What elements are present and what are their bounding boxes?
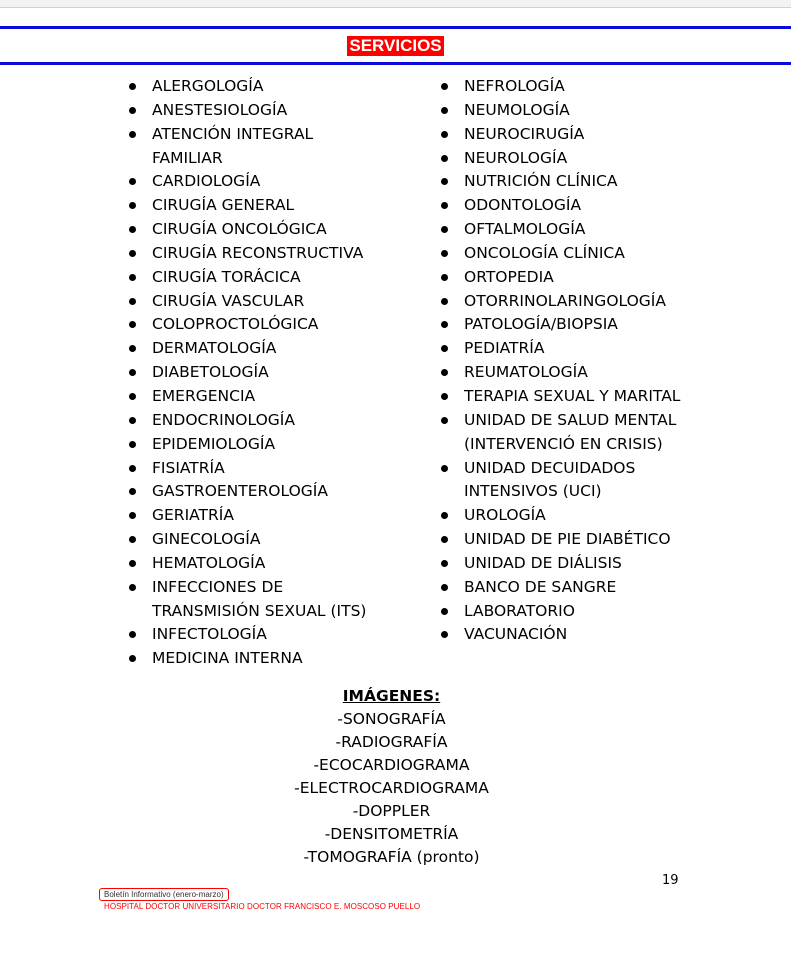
service-list-item: VACUNACIÓN [440,623,720,647]
service-list-item: OTORRINOLARINGOLOGÍA [440,290,720,314]
service-list-item: NEFROLOGÍA [440,75,720,99]
service-list-item: LABORATORIO [440,600,720,624]
service-list-item: REUMATOLOGÍA [440,361,720,385]
service-list-item: INFECTOLOGÍA [128,623,428,647]
imaging-item: -SONOGRAFÍA [337,710,446,728]
service-list-item: CIRUGÍA VASCULAR [128,290,428,314]
service-list-item: ALERGOLOGÍA [128,75,428,99]
service-list-item: ODONTOLOGÍA [440,194,720,218]
services-list-right [440,75,720,647]
imaging-item: -ECOCARDIOGRAMA [313,756,470,774]
service-list-item: PATOLOGÍA/BIOPSIA [440,313,720,337]
service-list-item: FISIATRÍA [128,457,428,481]
service-list-item: EMERGENCIA [128,385,428,409]
service-list-item: PEDIATRÍA [440,337,720,361]
service-list-item: DIABETOLOGÍA [128,361,428,385]
imaging-item: -DOPPLER [352,802,431,820]
service-list-item: GASTROENTEROLOGÍA [128,480,428,504]
service-list-item: CARDIOLOGÍA [128,170,428,194]
bottom-blue-rule [0,62,791,65]
section-title: SERVICIOS [349,36,442,55]
service-list-item: COLOPROCTOLÓGICA [128,313,428,337]
service-list-item: GERIATRÍA [128,504,428,528]
page-number: 19 [662,873,679,888]
service-list-item: ENDOCRINOLOGÍA [128,409,428,433]
imaging-item: -RADIOGRAFÍA [335,733,448,751]
service-list-item: MEDICINA INTERNA [128,647,428,671]
service-list-item: NEUMOLOGÍA [440,99,720,123]
service-list-item: EPIDEMIOLOGÍA [128,433,428,457]
service-list-item: CIRUGÍA ONCOLÓGICA [128,218,428,242]
top-blue-rule [0,26,791,29]
service-list-item: CIRUGÍA TORÁCICA [128,266,428,290]
imaging-item: -DENSITOMETRÍA [324,825,459,843]
service-list-item: ORTOPEDIA [440,266,720,290]
footer-hospital-name: HOSPITAL DOCTOR UNIVERSITARIO DOCTOR FRANCISCO E. MOSCOSO PUELLO [104,902,421,911]
service-list-item: NUTRICIÓN CLÍNICA [440,170,720,194]
imaging-section [0,685,783,869]
service-list-item: NEUROLOGÍA [440,147,720,171]
service-list-item: NEUROCIRUGÍA [440,123,720,147]
service-list-item: OFTALMOLOGÍA [440,218,720,242]
service-list-item: TERAPIA SEXUAL Y MARITAL [440,385,720,409]
service-list-item: UROLOGÍA [440,504,720,528]
service-list-item: UNIDAD DE SALUD MENTAL (INTERVENCIÓ EN CRISIS) [440,409,720,457]
footer-bulletin-label: Boletín Informativo (enero-marzo) [99,888,229,901]
service-list-item: ONCOLOGÍA CLÍNICA [440,242,720,266]
service-list-item: CIRUGÍA RECONSTRUCTIVA [128,242,428,266]
imaging-item: -ELECTROCARDIOGRAMA [294,779,489,797]
section-title-bar [0,36,791,56]
service-list-item: INFECCIONES DE TRANSMISIÓN SEXUAL (ITS) [128,576,428,624]
imaging-heading: IMÁGENES: [342,687,441,705]
service-list-item: UNIDAD DECUIDADOS INTENSIVOS (UCI) [440,457,720,505]
service-list-item: ANESTESIOLOGÍA [128,99,428,123]
service-list-item: UNIDAD DE DIÁLISIS [440,552,720,576]
service-list-item: GINECOLOGÍA [128,528,428,552]
service-list-item: CIRUGÍA GENERAL [128,194,428,218]
service-list-item: UNIDAD DE PIE DIABÉTICO [440,528,720,552]
service-list-item: ATENCIÓN INTEGRAL FAMILIAR [128,123,428,171]
imaging-item: -TOMOGRAFÍA (pronto) [303,848,480,866]
services-list-left [128,75,428,671]
page-top-strip [0,0,791,8]
service-list-item: DERMATOLOGÍA [128,337,428,361]
service-list-item: HEMATOLOGÍA [128,552,428,576]
service-list-item: BANCO DE SANGRE [440,576,720,600]
